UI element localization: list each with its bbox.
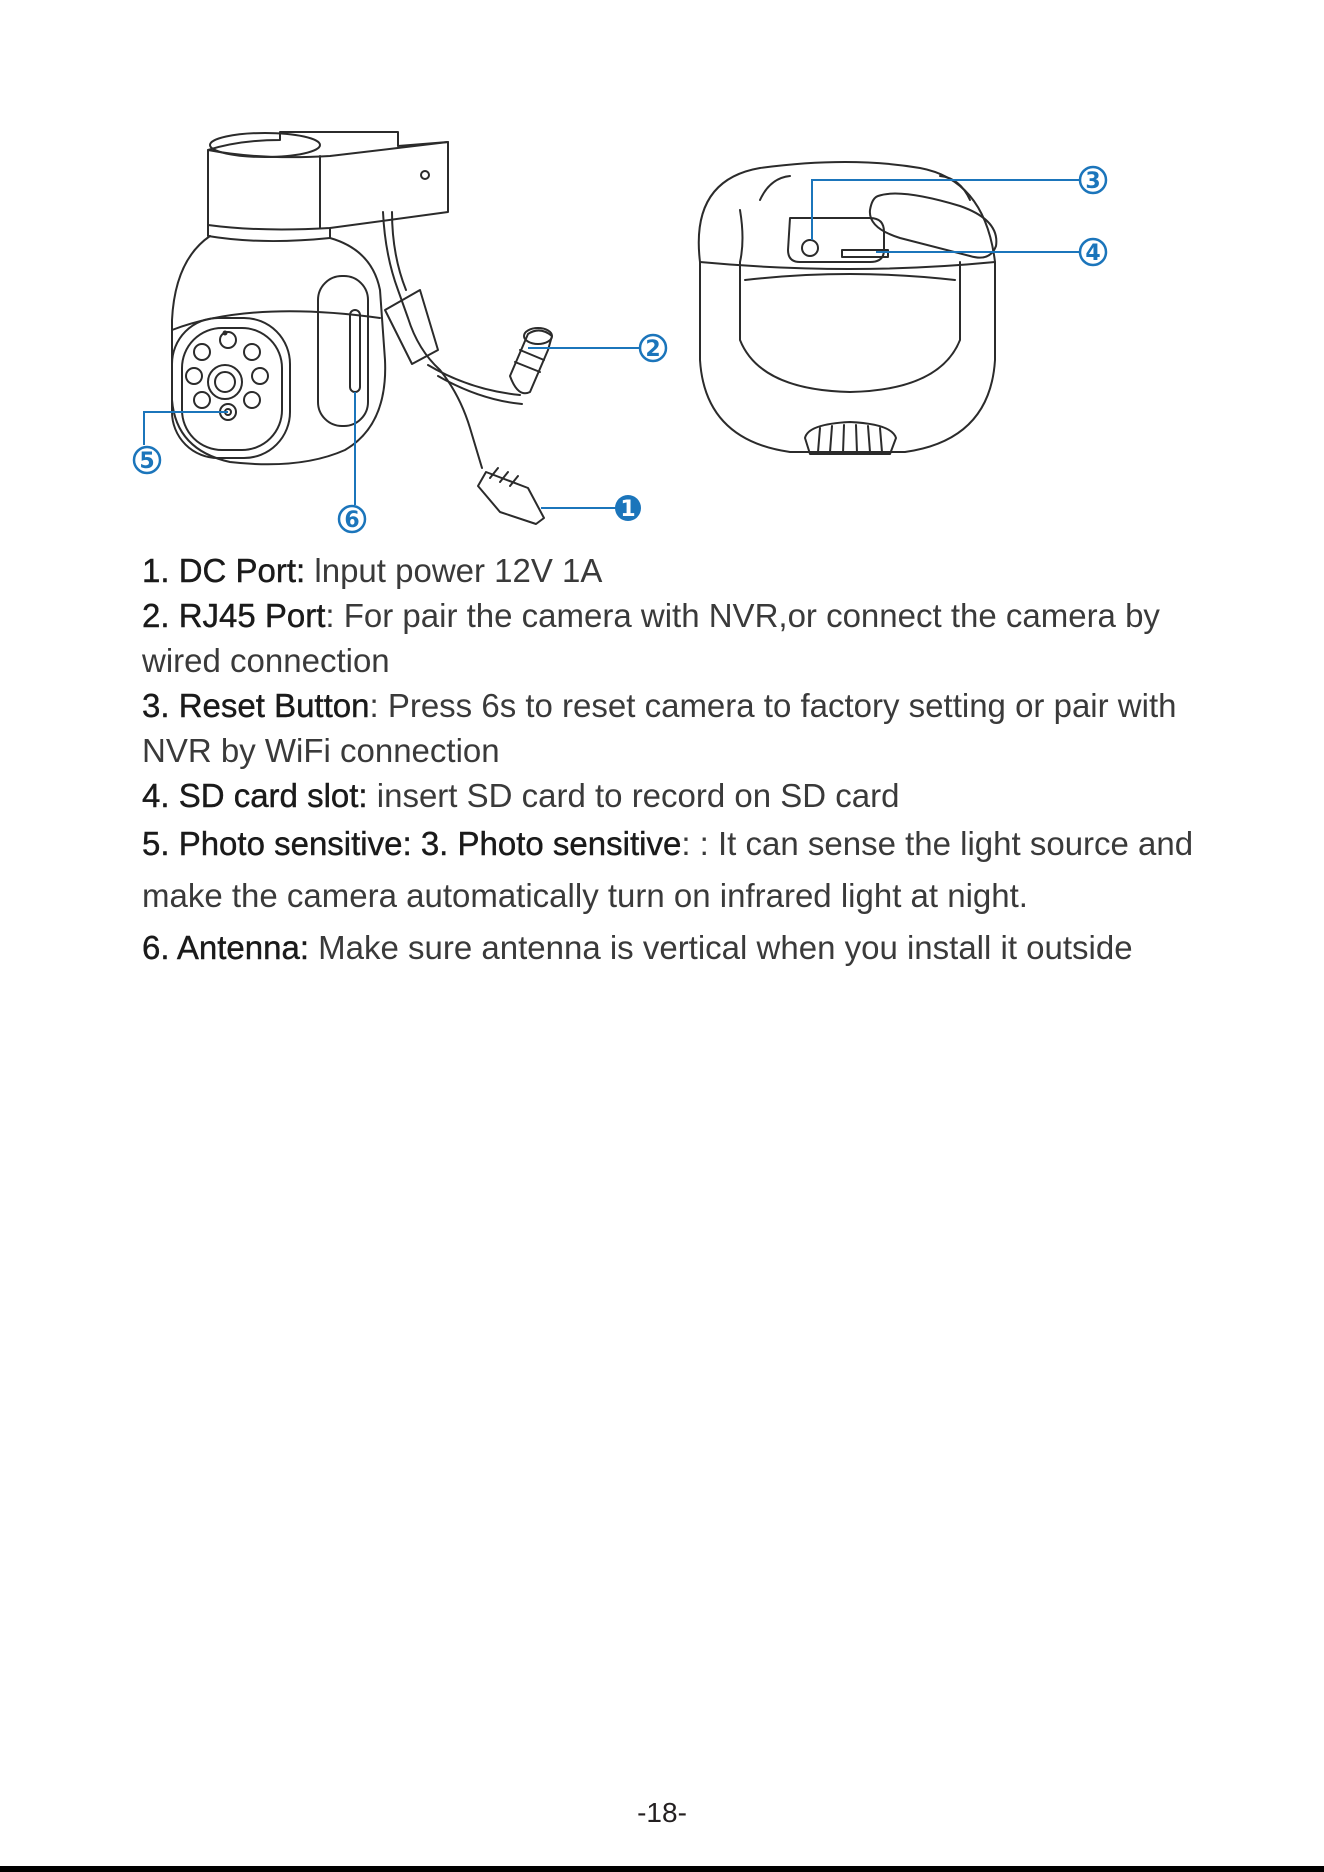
item-text: : For pair the camera with NVR,or connect the camera by wired connection xyxy=(142,597,1160,679)
item-text: : : It can sense the light source and make the camera automatically turn on infrared light at night. xyxy=(142,825,1194,914)
bottom-rule xyxy=(0,1866,1324,1872)
item-term: 5. Photo sensitive: 3. Photo sensitive xyxy=(142,825,682,862)
item-term: 2. RJ45 Port xyxy=(142,597,326,634)
camera-body-rear xyxy=(699,162,997,454)
list-item xyxy=(142,773,1222,818)
callout-5 xyxy=(134,447,160,474)
list-item xyxy=(142,683,1222,773)
item-term: 4. SD card slot: xyxy=(142,777,368,814)
list-item xyxy=(142,818,1222,922)
item-text: Make sure antenna is vertical when you install it outside xyxy=(308,929,1133,966)
callout-4 xyxy=(1080,239,1106,266)
page-number: -18- xyxy=(637,1797,687,1828)
callout-3 xyxy=(1080,167,1106,194)
callout-2 xyxy=(640,335,666,362)
item-text: insert SD card to record on SD card xyxy=(367,777,900,814)
svg-text:1: 1 xyxy=(620,497,636,522)
list-item xyxy=(142,548,1222,593)
svg-text:3: 3 xyxy=(1085,169,1101,194)
item-text: lnput power 12V 1A xyxy=(305,552,603,589)
item-term: 6. Antenna: xyxy=(142,929,309,966)
port-descriptions xyxy=(142,548,1222,974)
camera-body-front xyxy=(172,236,385,464)
svg-text:4: 4 xyxy=(1085,241,1101,266)
item-text: : Press 6s to reset camera to factory setting or pair with NVR by WiFi connection xyxy=(142,687,1177,769)
svg-text:5: 5 xyxy=(139,449,155,474)
item-term: 3. Reset Button xyxy=(142,687,370,724)
list-item xyxy=(142,593,1222,683)
svg-text:6: 6 xyxy=(344,508,360,533)
camera-cables xyxy=(383,212,552,524)
callout-1 xyxy=(615,495,641,522)
callout-6 xyxy=(339,506,365,533)
mounting-bracket xyxy=(208,132,448,241)
camera-diagram xyxy=(0,0,1324,560)
item-term: 1. DC Port: xyxy=(142,552,306,589)
list-item xyxy=(142,922,1222,974)
svg-text:2: 2 xyxy=(645,337,661,362)
